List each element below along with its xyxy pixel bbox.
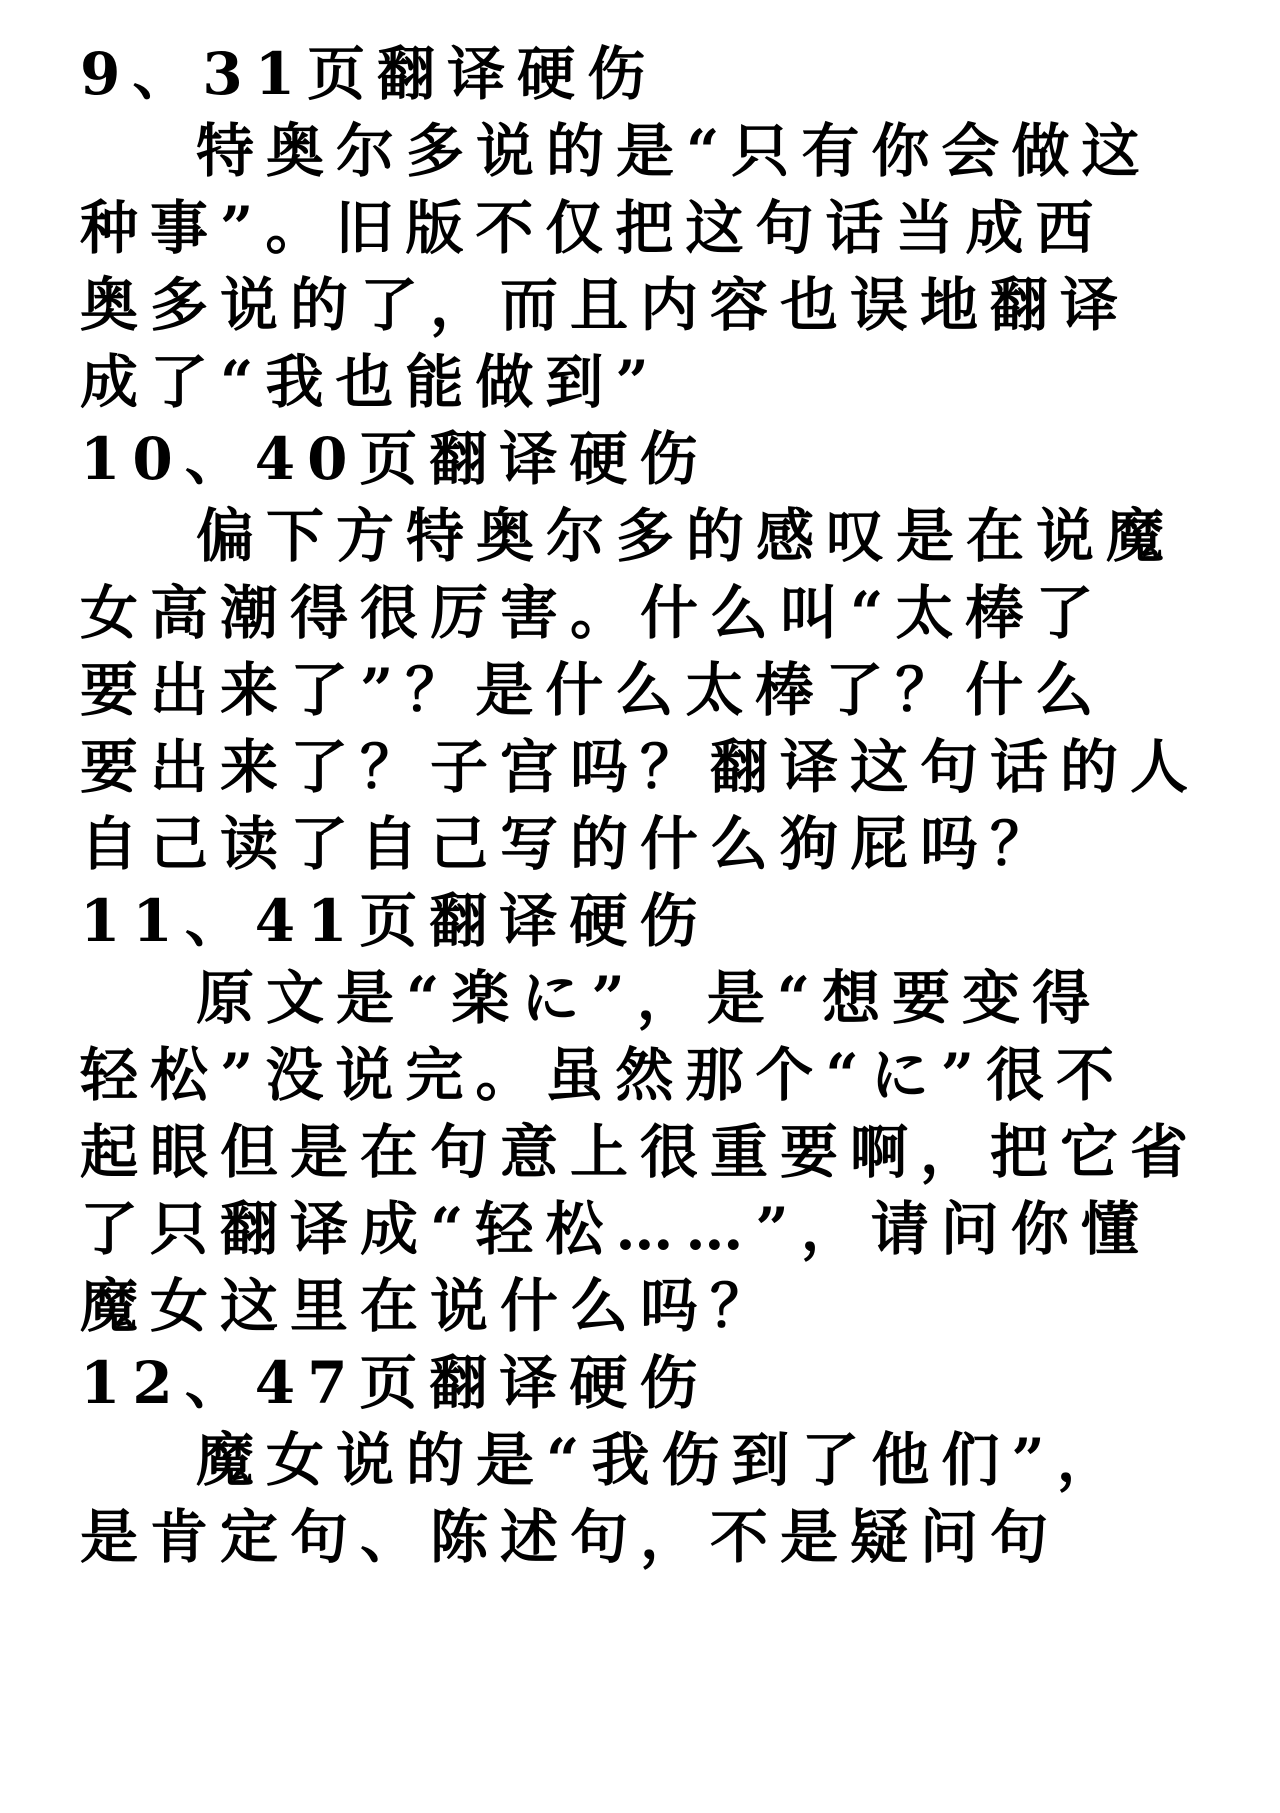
text-line: 魔女说的是“我伤到了他们”，	[196, 1426, 1127, 1494]
text-line: 种事”。旧版不仅把这句话当成西	[80, 194, 1106, 262]
text-line: 要出来了？子宫吗？翻译这句话的人	[80, 733, 1201, 801]
text-line: 自己读了自己写的什么狗屁吗？	[80, 810, 1061, 878]
text-line: 成了“我也能做到”	[80, 348, 661, 416]
heading-line: 10、40页翻译硬伤	[80, 425, 710, 493]
text-line: 女高潮得很厉害。什么叫“太棒了	[80, 579, 1106, 647]
text-line: 是肯定句、陈述句，不是疑问句	[80, 1503, 1061, 1571]
text-line: 要出来了”？是什么太棒了？什么	[80, 656, 1106, 724]
text-line: 原文是“楽に”，是“想要变得	[196, 964, 1103, 1032]
text-line: 了只翻译成“轻松……”，请问你懂	[80, 1195, 1151, 1263]
text-line: 轻松”没说完。虽然那个“に”很不	[80, 1041, 1127, 1109]
text-line: 魔女这里在说什么吗？	[80, 1272, 781, 1340]
text-line: 奥多说的了，而且内容也误地翻译	[80, 271, 1131, 339]
heading-line: 9、31页翻译硬伤	[80, 40, 658, 108]
heading-line: 12、47页翻译硬伤	[80, 1349, 710, 1417]
heading-line: 11、41页翻译硬伤	[80, 887, 710, 955]
text-line: 偏下方特奥尔多的感叹是在说魔	[196, 502, 1177, 570]
text-line: 起眼但是在句意上很重要啊，把它省	[80, 1118, 1201, 1186]
text-line: 特奥尔多说的是“只有你会做这	[196, 117, 1152, 185]
